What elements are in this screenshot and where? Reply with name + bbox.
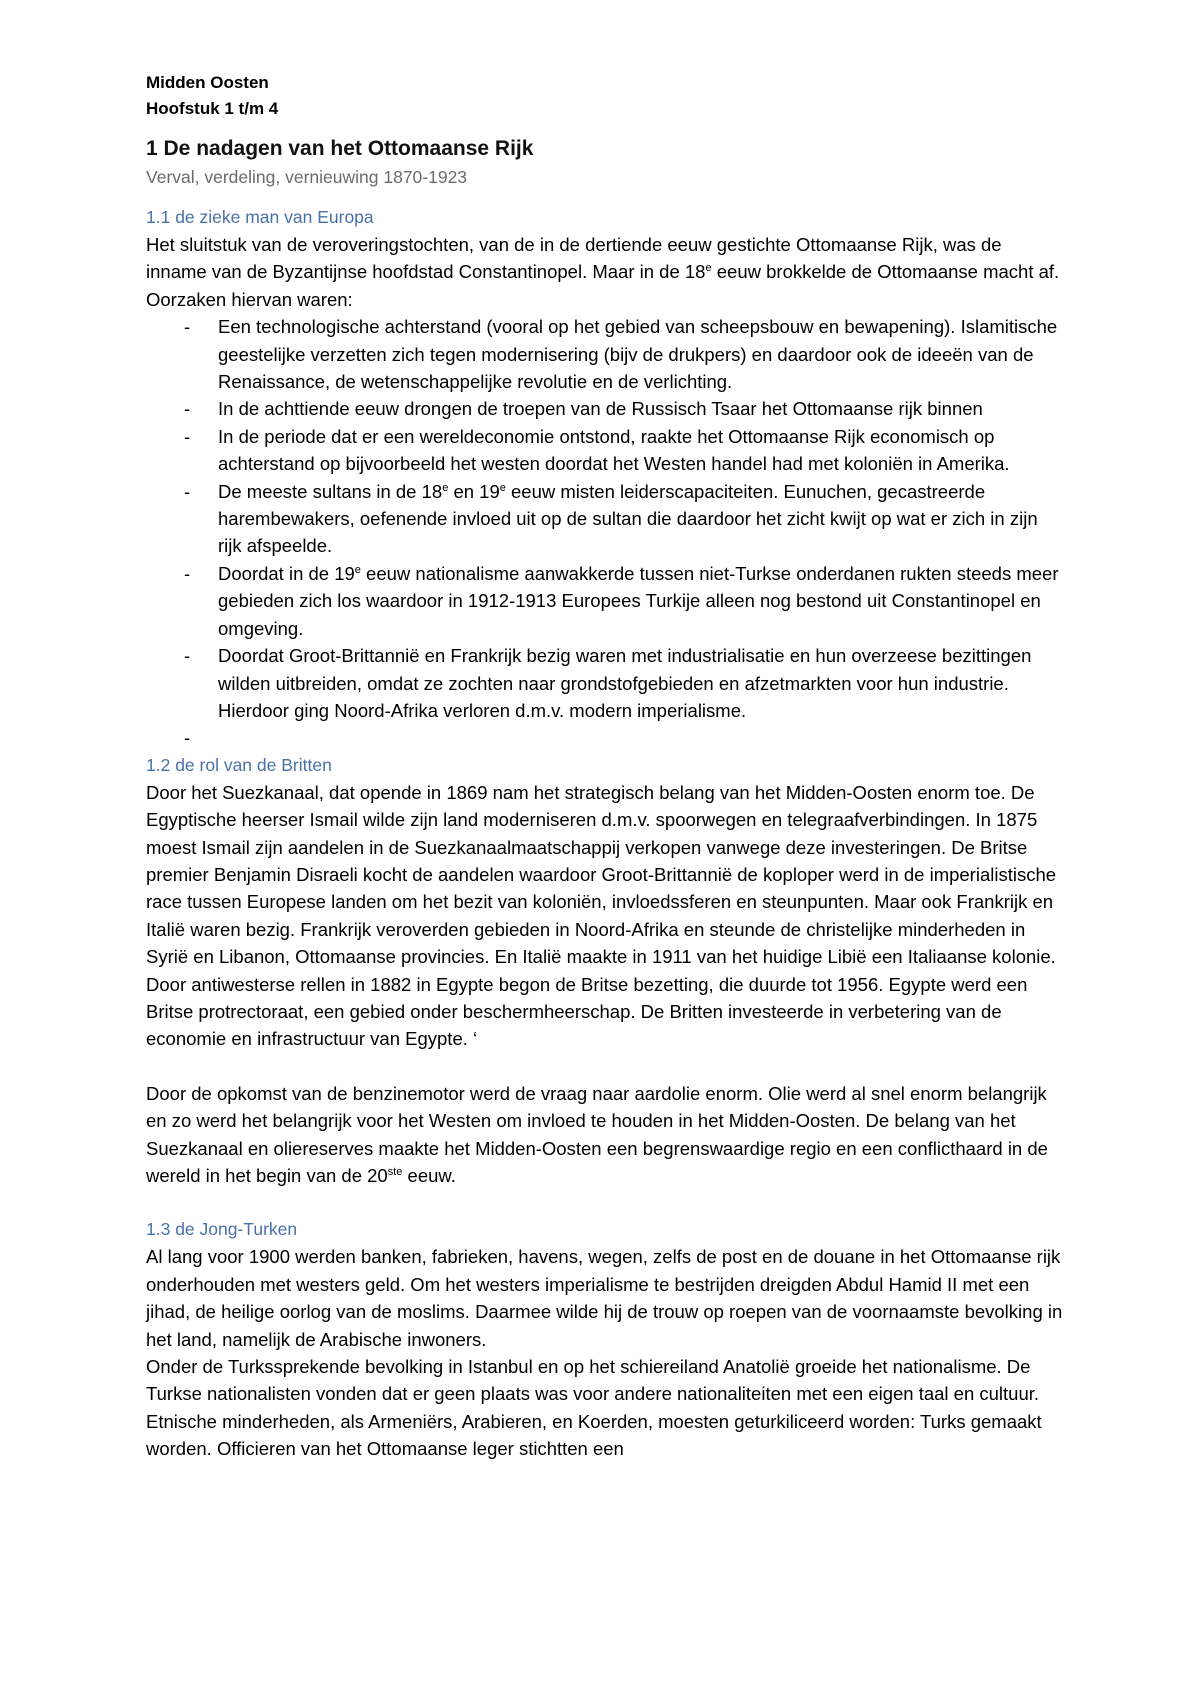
section-1-3-paragraph-1: Al lang voor 1900 werden banken, fabrieken, havens, wegen, zelfs de post en de douane in het Ottomaanse rijk onderhouden met westers geld. Om het westers imperialisme te bestrijden dreigden Abdul Hamid II met een jihad, de heilige oorlog van de moslims. Daarmee wilde hij de trouw op roepen van de voornaamste bevolking in het land, namelijk de Arabische inwoners. <box>146 1246 1063 1350</box>
list-item-text: Een technologische achterstand (vooral op het gebied van scheepsbouw en bewapening). Islamitische geestelijke verzetten zich tegen modernisering (bijv de drukpers) en daardoor ook de ideeën van de Renaissance, de wetenschappelijke revolutie en de verlichting. <box>218 316 1058 393</box>
list-item <box>146 395 1066 422</box>
list-item-text: eeuw nationalisme aanwakkerde tussen niet-Turkse onderdanen rukten steeds meer gebieden zich los waardoor in 1912-1913 Europees Turkije alleen nog bestond uit Constantinopel en omgeving. <box>218 562 1059 639</box>
list-item <box>146 423 1066 478</box>
list-item-text: In de achttiende eeuw drongen de troepen van de Russisch Tsaar het Ottomaanse rijk binnen <box>218 398 983 420</box>
bullet-dash: - <box>184 645 191 667</box>
causes-list <box>146 313 1066 752</box>
paragraph-spacer <box>146 1189 1066 1216</box>
section-heading-1-2: 1.2 de rol van de Britten <box>146 754 332 775</box>
list-item-text: Doordat in de 19 <box>218 562 355 584</box>
list-item <box>146 560 1066 642</box>
bullet-dash: - <box>184 425 191 447</box>
document-header-chapters: Hoofstuk 1 t/m 4 <box>146 99 279 118</box>
bullet-dash: - <box>184 398 191 420</box>
superscript: e <box>442 481 449 494</box>
paragraph-text-a: Door de opkomst van de benzinemotor werd de vraag naar aardolie enorm. Olie werd al snel enorm belangrijk en zo werd het belangrijk voor het Westen om invloed te houden in het Midden-Oosten. De belang van het Suezkanaal en oliereserves maakte het Midden-Oosten een begrenswaardige regio en een conflicthaard in de wereld in het begin van de 20 <box>146 1082 1048 1186</box>
list-item-text: In de periode dat er een wereldeconomie ontstond, raakte het Ottomaanse Rijk economisch op achterstand op bijvoorbeeld het westen doordat het Westen handel had met koloniën in Amerika. <box>218 425 1010 475</box>
bullet-dash: - <box>184 562 191 584</box>
document-header-course: Midden Oosten <box>146 73 269 92</box>
bullet-dash: - <box>184 727 191 749</box>
intro-superscript: e <box>705 262 712 275</box>
list-item-text: eeuw misten leiderscapaciteiten. Eunuchen, gecastreerde harembewakers, oefenende invloed uit op de sultan die daardoor het zicht kwijt op wat er zich in zijn rijk afspeelde. <box>218 480 1038 557</box>
superscript: e <box>354 563 361 576</box>
section-1-2-paragraph-3 <box>146 1080 1066 1190</box>
list-item-empty <box>146 724 1066 751</box>
bullet-dash: - <box>184 316 191 338</box>
superscript: e <box>499 481 506 494</box>
section-heading-1-3: 1.3 de Jong-Turken <box>146 1219 298 1240</box>
list-item <box>146 642 1066 724</box>
chapter-subtitle: Verval, verdeling, vernieuwing 1870-1923 <box>146 167 468 187</box>
list-item <box>146 478 1066 560</box>
section-1-2-paragraph-2: Door antiwesterse rellen in 1882 in Egypte begon de Britse bezetting, die duurde tot 1956. Egypte werd een Britse protrectoraat, een gebied onder beschermheerschap. De Britten investeerde in verbetering van de economie en infrastructuur van Egypte. ‘ <box>146 973 1028 1050</box>
list-item-text: Doordat Groot-Brittannië en Frankrijk bezig waren met industrialisatie en hun overzeese bezittingen wilden uitbreiden, omdat ze zochten naar grondstofgebieden en afzetmarkten voor hun industrie. Hierdoor ging Noord-Afrika verloren d.m.v. modern imperialisme. <box>218 645 1032 721</box>
superscript: ste <box>387 1165 403 1178</box>
list-item-text: De meeste sultans in de 18 <box>218 480 443 502</box>
list-item <box>146 313 1066 395</box>
paragraph-text-b: eeuw. <box>402 1165 456 1186</box>
section-1-3-paragraph-2: Onder de Turkssprekende bevolking in Istanbul en op het schiereiland Anatolië groeide het nationalisme. De Turkse nationalisten vonden dat er geen plaats was voor andere nationaliteiten met een eigen taal en cultuur. Etnische minderheden, als Armeniërs, Arabieren, en Koerden, moesten geturkiliceerd worden: Turks gemaakt worden. Officieren van het Ottomaanse leger stichtten een <box>146 1356 1042 1460</box>
document-page <box>146 70 1066 1463</box>
section-heading-1-1: 1.1 de zieke man van Europa <box>146 207 374 227</box>
paragraph-spacer <box>146 1053 1066 1080</box>
intro-text-a: Het sluitstuk van de veroveringstochten, van de in de dertiende eeuw gestichte Ottomaanse Rijk, was de inname van de Byzantijnse hoofdstad Constantinopel. Maar in de 18 <box>146 234 1002 283</box>
intro-text-b: eeuw brokkelde de Ottomaanse macht af. Oorzaken hiervan waren: <box>146 261 1060 310</box>
chapter-title: 1 De nadagen van het Ottomaanse Rijk <box>146 137 534 160</box>
bullet-dash: - <box>184 480 191 502</box>
list-item-text: en 19 <box>448 480 500 502</box>
section-1-1-intro <box>146 231 1066 313</box>
section-1-2-paragraph-1: Door het Suezkanaal, dat opende in 1869 nam het strategisch belang van het Midden-Oosten enorm toe. De Egyptische heerser Ismail wilde zijn land moderniseren d.m.v. spoorwegen en telegraafverbindingen. In 1875 moest Ismail zijn aandelen in de Suezkanaalmaatschappij verkopen vanwege deze investeringen. De Britse premier Benjamin Disraeli kocht de aandelen waardoor Groot-Brittannië de koploper werd in de imperialistische race tussen Europese landen om het bezit van koloniën, invloedssferen en steunpunten. Maar ook Frankrijk en Italië waren bezig. Frankrijk veroverden gebieden in Noord-Afrika en steunde de christelijke minderheden in Syrië en Libanon, Ottomaanse provincies. En Italië maakte in 1911 van het huidige Libië een Italiaanse kolonie. <box>146 781 1057 968</box>
